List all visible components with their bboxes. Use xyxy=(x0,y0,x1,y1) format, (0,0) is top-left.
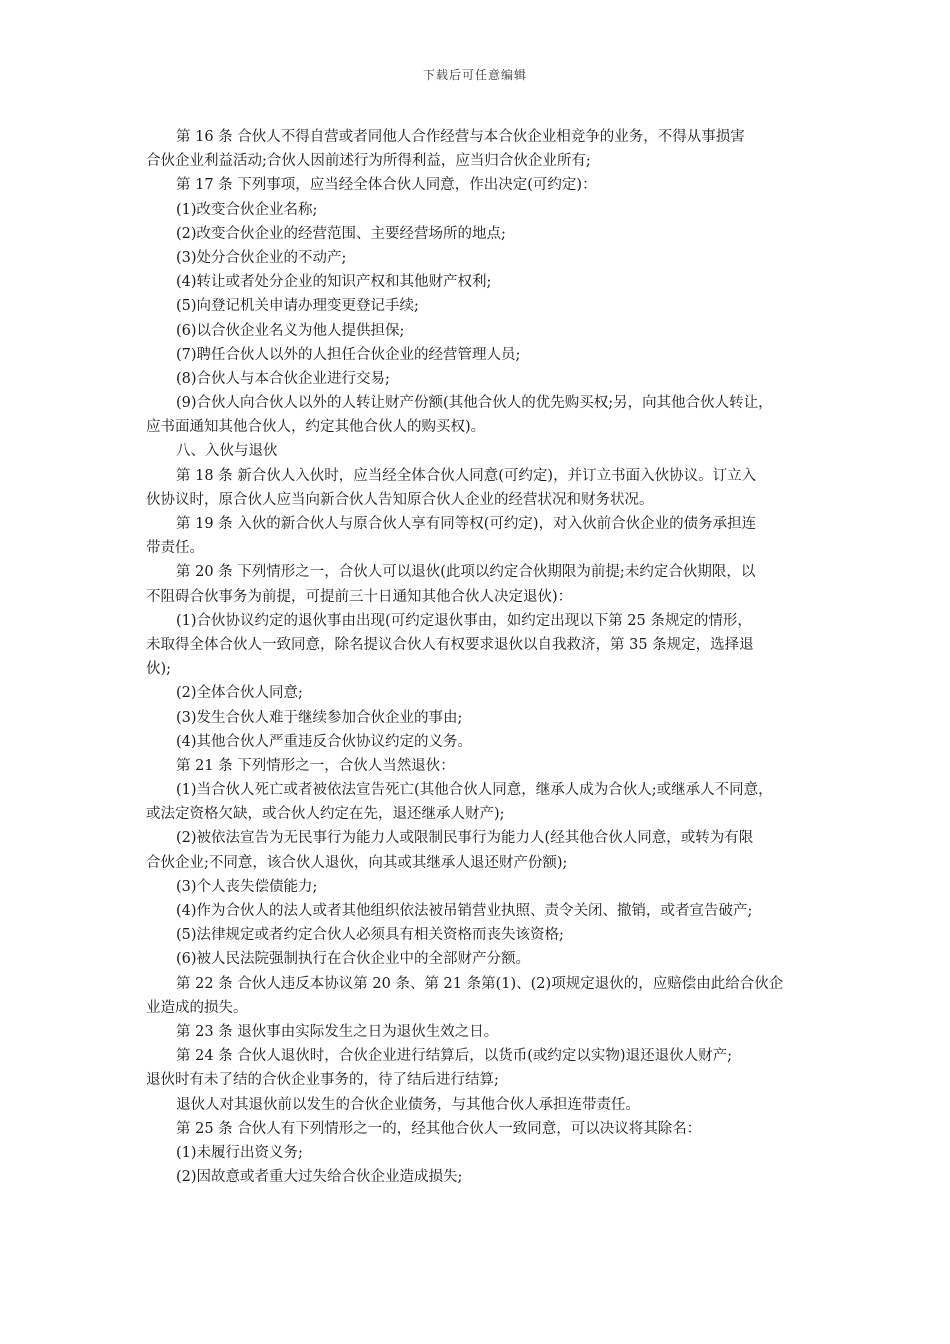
text-line: (3)发生合伙人难于继续参加合伙企业的事由; xyxy=(176,709,463,726)
text-line: 第 22 条 合伙人违反本协议第 20 条、第 21 条第(1)、(2)项规定退伙的，应赔偿由此给合伙企 xyxy=(176,975,784,992)
text-line: 或法定资格欠缺，或合伙人约定在先，退还继承人财产); xyxy=(146,806,505,823)
text-line: (5)向登记机关申请办理变更登记手续; xyxy=(176,298,419,315)
text-line: (4)其他合伙人严重违反合伙协议约定的义务。 xyxy=(176,733,473,750)
page-header: 下载后可任意编辑 xyxy=(422,68,527,82)
text-line: 退伙时有未了结的合伙企业事务的，待了结后进行结算; xyxy=(146,1072,499,1089)
text-line: 业造成的损失。 xyxy=(146,999,248,1016)
text-line: 第 24 条 合伙人退伙时，合伙企业进行结算后，以货币(或约定以实物)退还退伙人财产; xyxy=(176,1048,732,1065)
document-body xyxy=(146,125,814,1189)
text-line: 八、入伙与退伙 xyxy=(176,443,278,460)
text-line: (1)当合伙人死亡或者被依法宣告死亡(其他合伙人同意，继承人成为合伙人;或继承人不同意， xyxy=(176,782,773,799)
text-line: (4)转让或者处分企业的知识产权和其他财产权利; xyxy=(176,274,492,291)
text-line: 应书面通知其他合伙人，约定其他合伙人的购买权)。 xyxy=(146,419,486,436)
text-line: (3)处分合伙企业的不动产; xyxy=(176,249,347,266)
text-line: 伙); xyxy=(146,661,172,678)
text-line: (2)全体合伙人同意; xyxy=(176,685,303,702)
text-line: (4)作为合伙人的法人或者其他组织依法被吊销营业执照、责令关闭、撤销，或者宣告破产; xyxy=(176,903,753,919)
text-line: (3)个人丧失偿债能力; xyxy=(176,878,318,895)
text-line: 带责任。 xyxy=(146,540,204,557)
text-line: (1)改变合伙企业名称; xyxy=(176,201,318,218)
text-line: (8)合伙人与本合伙企业进行交易; xyxy=(176,370,390,387)
text-line: (9)合伙人向合伙人以外的人转让财产份额(其他合伙人的优先购买权;另，向其他合伙人转让， xyxy=(176,395,773,412)
text-line: (5)法律规定或者约定合伙人必须具有相关资格而丧失该资格; xyxy=(176,927,564,944)
text-line: 退伙人对其退伙前以发生的合伙企业债务，与其他合伙人承担连带责任。 xyxy=(176,1096,640,1113)
text-line: 伙协议时，原合伙人应当向新合伙人告知原合伙人企业的经营状况和财务状况。 xyxy=(146,491,654,508)
text-line: (1)未履行出资义务; xyxy=(176,1144,303,1161)
text-line: (2)被依法宣告为无民事行为能力人或限制民事行为能力人(经其他合伙人同意，或转为有限 xyxy=(176,830,754,847)
text-line: (2)改变合伙企业的经营范围、主要经营场所的地点; xyxy=(176,225,506,242)
text-line: (1)合伙协议约定的退伙事由出现(可约定退伙事由，如约定出现以下第 25 条规定的情形， xyxy=(176,612,752,629)
text-line: 第 19 条 入伙的新合伙人与原合伙人享有同等权(可约定)，对入伙前合伙企业的债务承担连 xyxy=(176,516,757,532)
text-line: 第 17 条 下列事项，应当经全体合伙人同意，作出决定(可约定)： xyxy=(176,177,597,194)
text-line: 不阻碍合伙事务为前提，可提前三十日通知其他合伙人决定退伙)： xyxy=(146,588,573,605)
text-line: (2)因故意或者重大过失给合伙企业造成损失; xyxy=(176,1169,463,1186)
text-line: (6)以合伙企业名义为他人提供担保; xyxy=(176,322,405,339)
text-line: (7)聘任合伙人以外的人担任合伙企业的经营管理人员; xyxy=(176,346,521,363)
text-line: 第 21 条 下列情形之一，合伙人当然退伙： xyxy=(176,757,455,774)
text-line: 第 18 条 新合伙人入伙时，应当经全体合伙人同意(可约定)，并订立书面入伙协议。订立入 xyxy=(176,467,757,484)
text-line: 第 23 条 退伙事由实际发生之日为退伙生效之日。 xyxy=(176,1023,499,1040)
text-line: 第 16 条 合伙人不得自营或者同他人合作经营与本合伙企业相竞争的业务，不得从事损害 xyxy=(176,129,745,145)
text-line: 第 25 条 合伙人有下列情形之一的，经其他合伙人一致同意，可以决议将其除名： xyxy=(176,1120,702,1137)
text-line: (6)被人民法院强制执行在合伙企业中的全部财产分额。 xyxy=(176,951,531,968)
text-line: 第 20 条 下列情形之一，合伙人可以退伙(此项以约定合伙期限为前提;未约定合伙期限，以 xyxy=(176,564,756,581)
text-line: 合伙企业利益活动;合伙人因前述行为所得利益，应当归合伙企业所有; xyxy=(146,153,591,170)
text-line: 未取得全体合伙人一致同意，除名提议合伙人有权要求退伙以自我救济，第 35 条规定，选择退 xyxy=(146,636,754,653)
text-line: 合伙企业;不同意，该合伙人退伙，向其或其继承人退还财产份额); xyxy=(146,854,568,871)
